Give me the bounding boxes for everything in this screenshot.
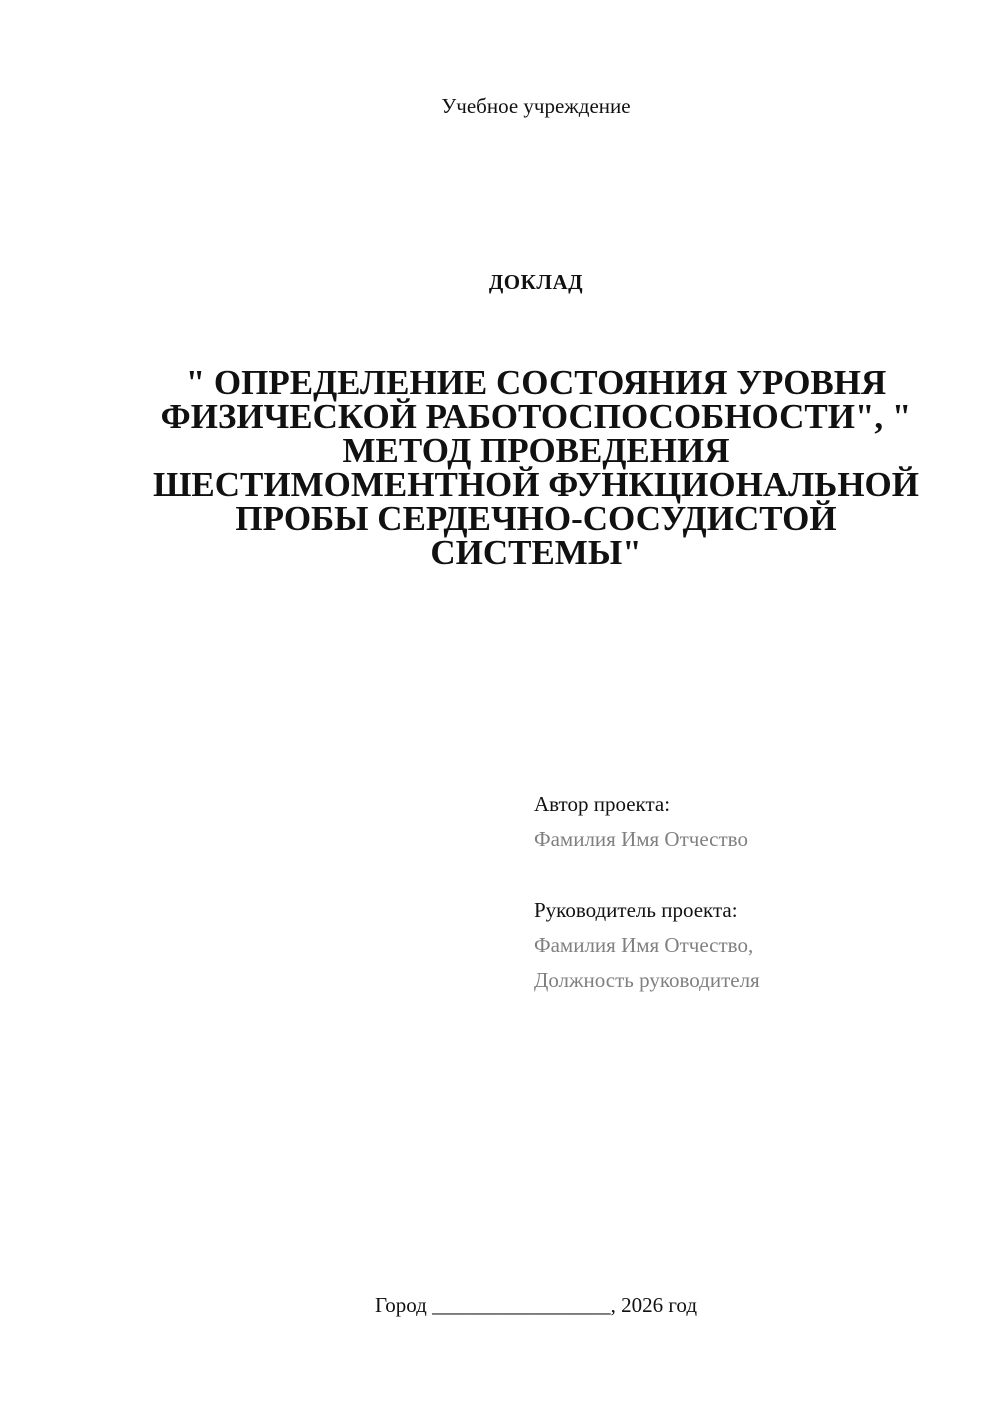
author-name: Фамилия Имя Отчество	[534, 827, 748, 851]
supervisor-label: Руководитель проекта:	[534, 898, 738, 922]
author-block	[534, 787, 974, 857]
city-year-line: Город _________________, 2026 год	[374, 1293, 698, 1317]
supervisor-position: Должность руководителя	[534, 968, 760, 992]
supervisor-block	[534, 893, 974, 998]
author-label: Автор проекта:	[534, 792, 671, 816]
supervisor-name: Фамилия Имя Отчество,	[534, 933, 754, 957]
document-title: " ОПРЕДЕЛЕНИЕ СОСТОЯНИЯ УРОВНЯ ФИЗИЧЕСКОЙ РАБОТОСПОСОБНОСТИ", " МЕТОД ПРОВЕДЕНИЯ ШЕСТИМОМЕНТНОЙ ФУНКЦИОНАЛЬНОЙ ПРОБЫ СЕРДЕЧНО-СОСУДИСТОЙ СИСТЕМЫ"	[152, 363, 919, 572]
institution-name: Учебное учреждение	[441, 94, 631, 118]
document-type: ДОКЛАД	[488, 270, 584, 294]
